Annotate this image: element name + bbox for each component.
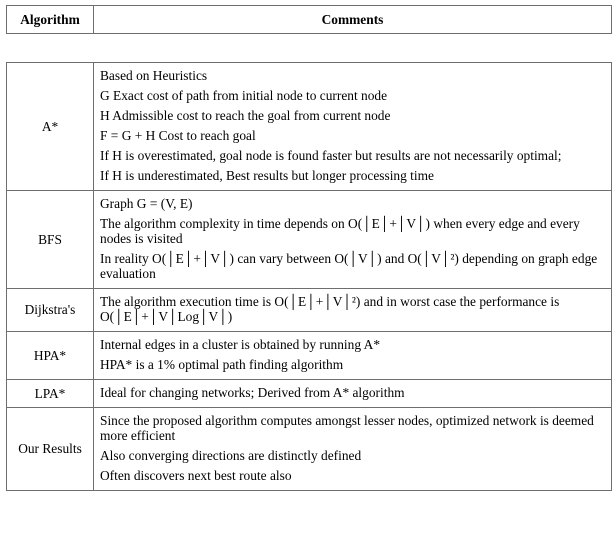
comment-line: HPA* is a 1% optimal path finding algorithm [100, 357, 344, 372]
algorithm-name: LPA* [7, 380, 94, 408]
algorithm-name: HPA* [7, 332, 94, 380]
algorithm-name: Dijkstra's [7, 289, 94, 332]
table-row [7, 380, 612, 408]
comment-line: Graph G = (V, E) [100, 196, 193, 211]
table-row [7, 332, 612, 380]
comment-line: Also converging directions are distinctly defined [100, 448, 362, 463]
header-table [6, 5, 612, 34]
comment-line: Based on Heuristics [100, 68, 208, 83]
comments-column-header: Comments [94, 6, 612, 34]
comparison-table [6, 62, 612, 491]
comment-line: Ideal for changing networks; Derived from A* algorithm [100, 385, 405, 400]
table-row [7, 191, 612, 289]
table-row [7, 408, 612, 491]
table-row [7, 63, 612, 191]
comparison-table-body [7, 63, 612, 491]
algorithm-comments [94, 63, 612, 191]
table-row [7, 289, 612, 332]
comment-line: Often discovers next best route also [100, 468, 292, 483]
algorithm-comments [94, 191, 612, 289]
comment-line: F = G + H Cost to reach goal [100, 128, 256, 143]
algorithm-column-header: Algorithm [7, 6, 94, 34]
comment-line: If H is overestimated, goal node is found faster but results are not necessarily optimal; [100, 148, 562, 163]
algorithm-name: Our Results [7, 408, 94, 491]
header-row [7, 6, 612, 34]
comment-line: Internal edges in a cluster is obtained by running A* [100, 337, 381, 352]
comment-line: Since the proposed algorithm computes amongst lesser nodes, optimized network is deemed more efficient [100, 413, 594, 443]
comment-line: The algorithm execution time is O(│E│+│V│²) and in worst case the performance is O(│E│+│V│Log│V│) [100, 294, 560, 324]
algorithm-name: BFS [7, 191, 94, 289]
algorithm-comments [94, 408, 612, 491]
algorithm-name: A* [7, 63, 94, 191]
algorithm-comments [94, 332, 612, 380]
algorithm-comments [94, 289, 612, 332]
comment-line: If H is underestimated, Best results but longer processing time [100, 168, 434, 183]
comment-line: G Exact cost of path from initial node to current node [100, 88, 388, 103]
comment-line: The algorithm complexity in time depends on O(│E│+│V│) when every edge and every nodes is visited [100, 216, 580, 246]
comment-line: In reality O(│E│+│V│) can vary between O(│V│) and O(│V│²) depending on graph edge evaluation [100, 251, 598, 281]
algorithm-comments [94, 380, 612, 408]
comment-line: H Admissible cost to reach the goal from current node [100, 108, 391, 123]
